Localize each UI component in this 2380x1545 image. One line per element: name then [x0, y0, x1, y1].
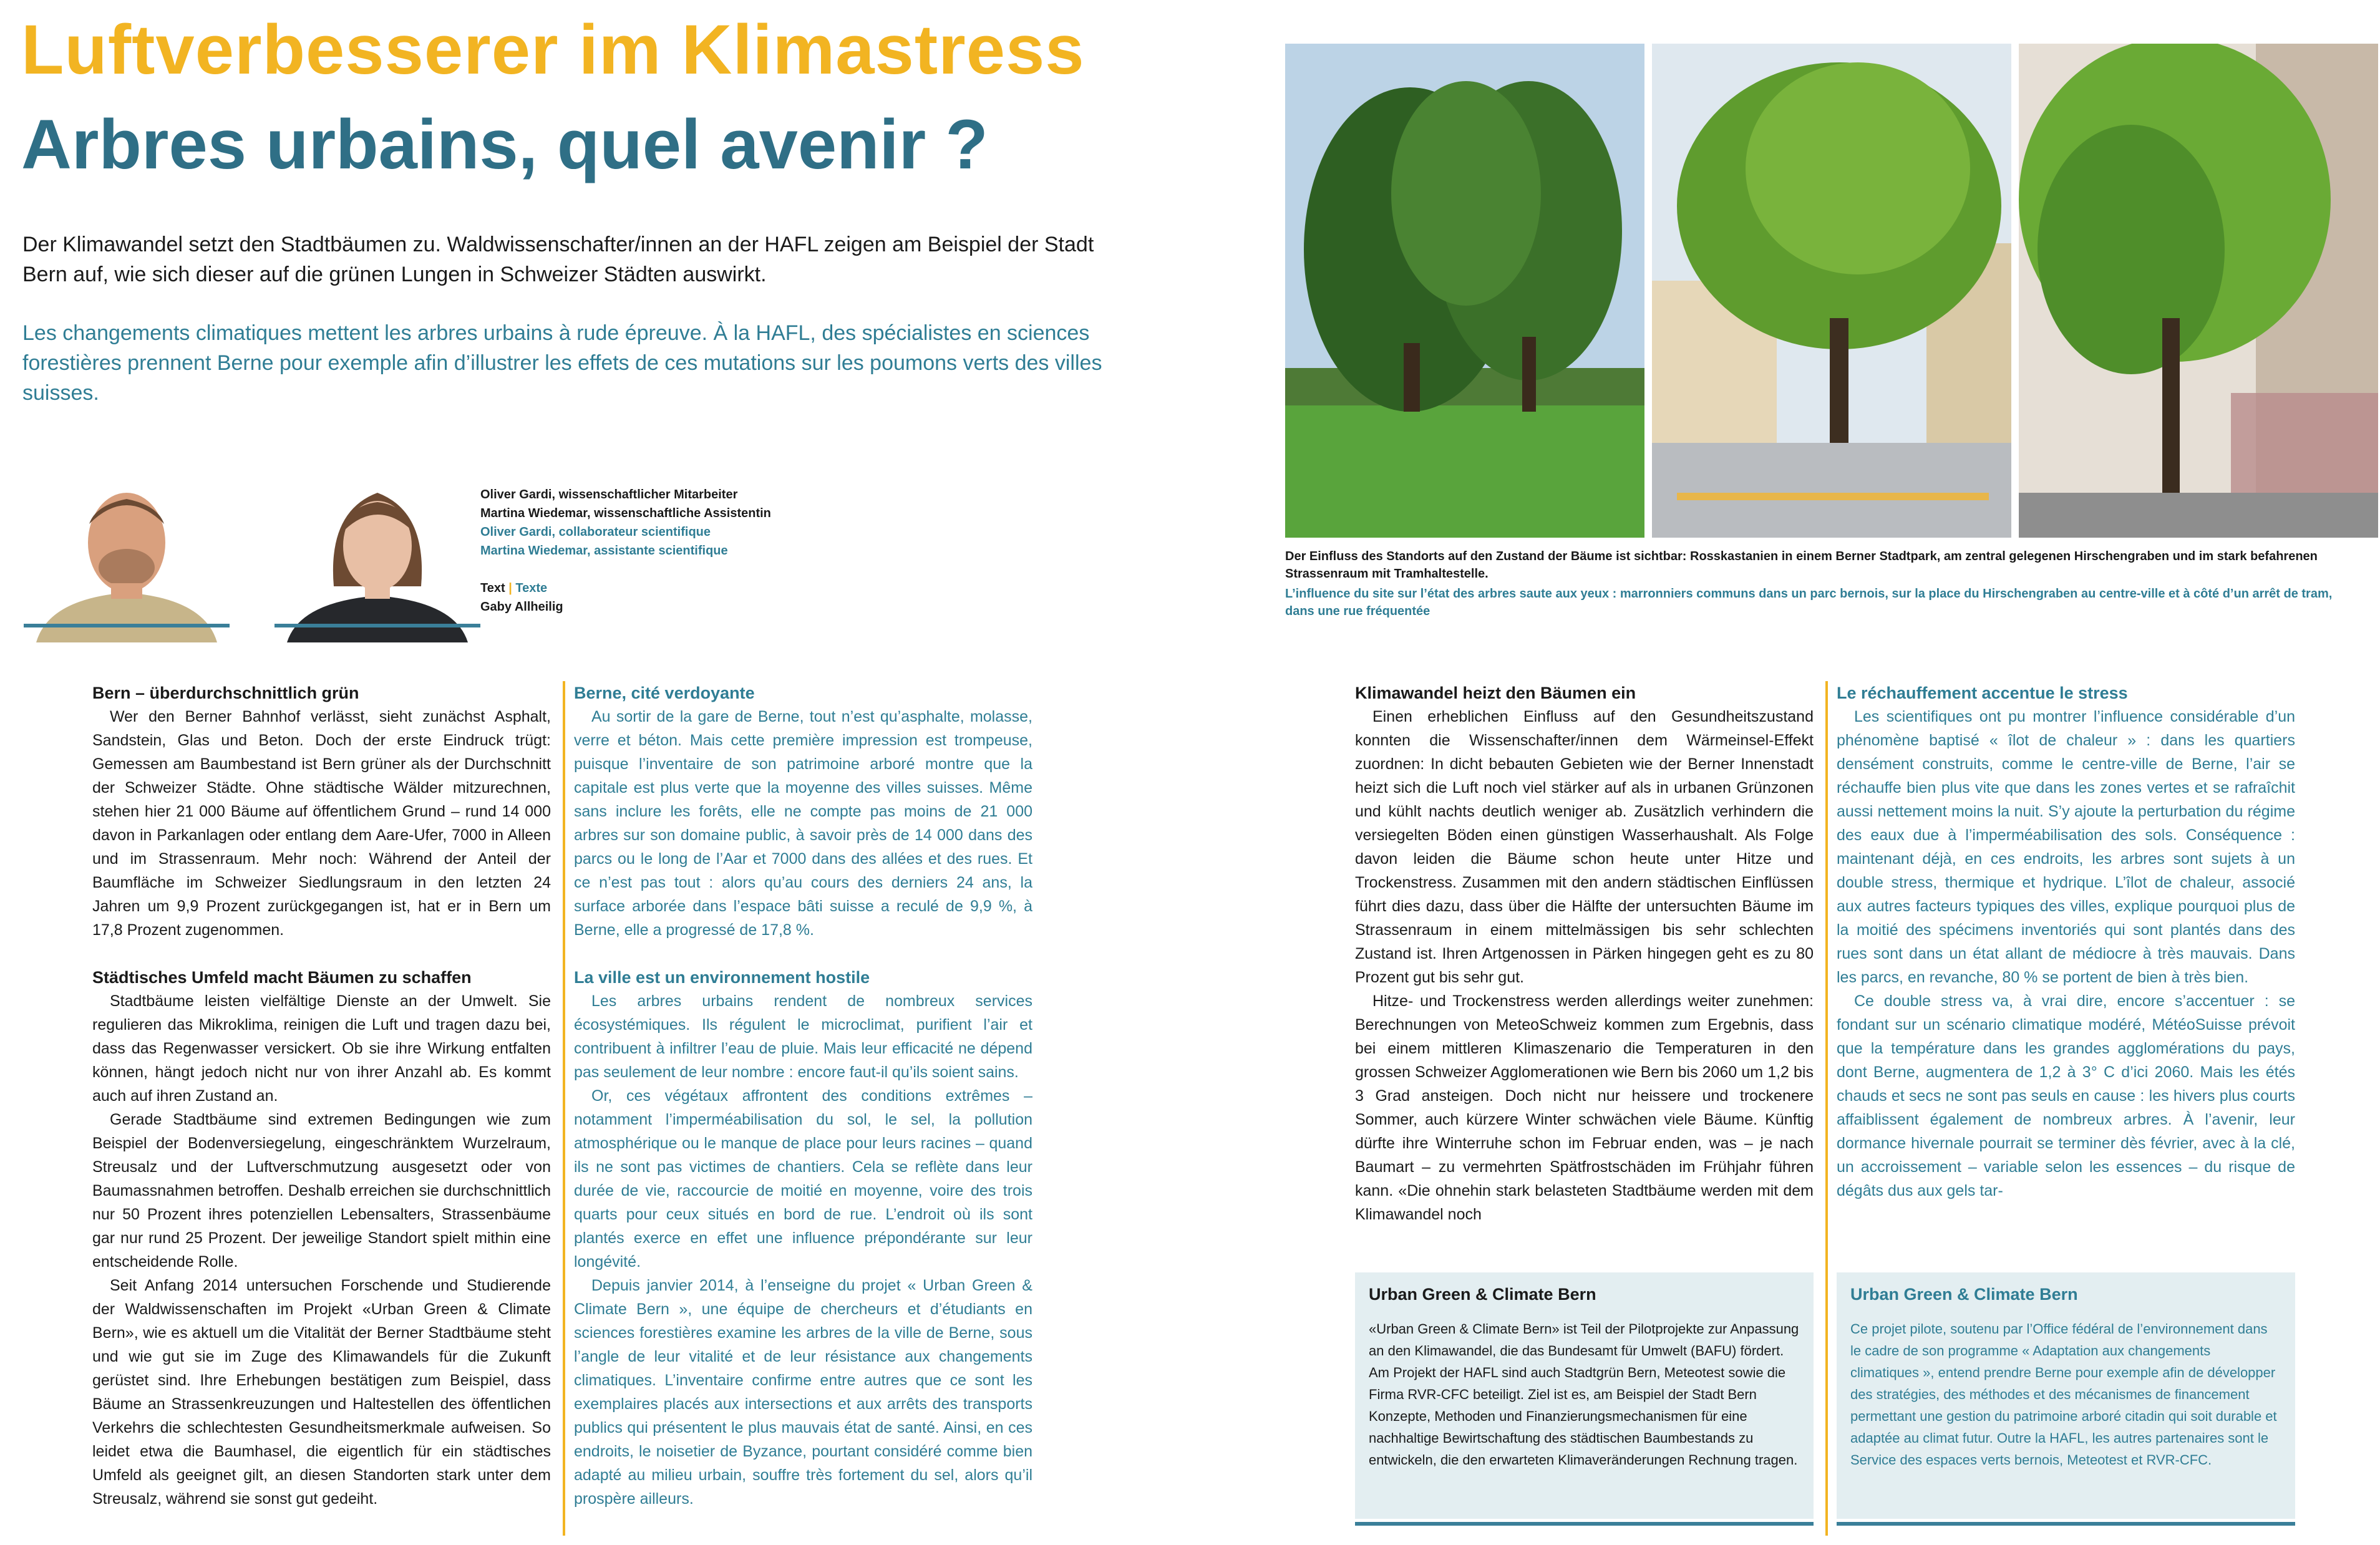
portrait-woman-image — [274, 474, 480, 642]
paragraph: Wer den Berner Bahnhof verlässt, sieht zunächst Asphalt, Sandstein, Glas und Beton. Doch der erste Eindruck trügt: Gemessen am Baumbestand ist Bern grüner als der Durchschnitt der Schweizer Städte. Ohne städtische Wälder mitzurechnen, stehen hier 21 000 Bäume auf öffentlichem Grund – rund 14 000 davon in Parkanlagen oder entlang dem Aare-Ufer, 7000 in Alleen und im Strassenraum. Mehr noch: Während der Anteil der Baumfläche im Schweizer Siedlungsraum in den letzten 24 Jahren um 9,9 Prozent zurückgegangen ist, hat er in Bern um 17,8 Prozent zugenommen. — [92, 708, 551, 939]
column-divider-1 — [563, 681, 565, 1536]
paragraph: Seit Anfang 2014 untersuchen Forschende und Studierende der Waldwissenschaften im Projekt «Urban Green & Climate Bern», wie es aktuell um die Vitalität der Berner Stadtbäume steht und wie gut sie im Zuge des Klimawandels für die Zukunft gerüstet sind. Ihre Erhebungen bestätigen zum Beispiel, dass Bäume an Strassenkreuzungen und Haltestellen des öffentlichen Verkehrs die schlechtesten Gesundheitsmerkmale aufweisen. So leidet etwa die Baumhasel, die eigentlich für ein städtisches Umfeld als geeignet gilt, an diesen Standorten stark unter dem Streusalz, während sie sonst gut gedeiht. — [92, 1277, 551, 1508]
photo-caption — [1285, 548, 2346, 620]
heading-berne-verdoyante: Berne, cité verdoyante — [574, 684, 755, 702]
paragraph: Stadtbäume leisten vielfältige Dienste an der Umwelt. Sie regulieren das Mikroklima, reinigen die Luft und tragen dazu bei, dass das Regenwasser versickert. Ob sie ihre Wirkung entfalten können, hängt jedoch nicht nur von ihrer Anzahl ab. Es kommt auch auf ihren Zustand an. — [92, 992, 551, 1105]
photo-hirschengraben — [1652, 44, 2011, 538]
caption-fr: L’influence du site sur l’état des arbres saute aux yeux : marronniers communs dans un parc bernois, sur la place du Hirschengraben au centre-ville et à côté d’un arrêt de tram, dans une rue fréquentée — [1285, 587, 2333, 618]
photo-tram-stop — [2019, 44, 2378, 538]
column-de-right — [1355, 681, 1814, 1226]
paragraph: Au sortir de la gare de Berne, tout n’est qu’asphalte, molasse, verre et béton. Mais cette première impression est trompeuse, puisque l’inventaire de son patrimoine arboré montre que la capitale est plus verte que la moyenne des villes suisses. Même sans inclure les forêts, elle ne compte pas moins de 21 000 arbres sur son domaine public, à savoir près de 14 000 dans des parcs ou le long de l’Aar et 7000 dans des allées et des rues. Et ce n’est pas tout : alors qu’au cours des derniers 24 ans, la surface arborée dans l’espace bâti suisse a reculé de 9,9 %, à Berne, elle a progressé de 17,8 %. — [574, 708, 1032, 939]
author-block — [480, 485, 771, 616]
text-credit-label: Text | Texte — [480, 581, 548, 595]
portrait-underline-2 — [274, 624, 480, 627]
paragraph: Or, ces végétaux affrontent des conditions extrêmes – notamment l’imperméabilisation du sol, le sel, la pollution atmosphérique ou le manque de place pour leurs racines – quand ils ne sont pas victimes de chantiers. Cela se reflète dans leur durée de vie, raccourcie de moitié en moyenne, voire des trois quarts pour ceux situés en bord de rue. L’endroit où ils sont plantés exerce en effet une influence prépondérante sur leur longévité. — [574, 1087, 1032, 1271]
paragraph: Depuis janvier 2014, à l’enseigne du projet « Urban Green & Climate Bern », une équipe de chercheurs et d’étudiants en sciences forestières examine les arbres de la ville de Berne, sous l’angle de leur vitalité et de leur résistance aux changements climatiques. L’inventaire confirme entre autres que ce sont les exemplaires placés aux intersections et aux arrêts des transports publics qui présentent le plus mauvais état de santé. Ainsi, en ces endroits, le noisetier de Byzance, pourtant considéré comme bien adapté au milieu urbain, souffre très fortement du sel, alors qu’il prospère ailleurs. — [574, 1277, 1032, 1508]
info-box-title-de: Urban Green & Climate Bern — [1369, 1285, 1596, 1304]
lead-de: Der Klimawandel setzt den Stadtbäumen zu. Waldwissenschafter/innen an der HAFL zeigen am Beispiel der Stadt Bern auf, wie sich dieser auf die grünen Lungen in Schweizer Städten auswirkt. — [22, 233, 1094, 286]
text-label-de: Text — [480, 581, 505, 595]
portrait-oliver — [24, 474, 230, 646]
info-box-de — [1355, 1272, 1814, 1519]
column-divider-2 — [1825, 681, 1828, 1536]
paragraph: Einen erheblichen Einfluss auf den Gesundheitszustand konnten die Wissenschafter/innen dem Wärmeinsel-Effekt zuordnen: In dicht bebauten Gebieten wie der Berner Innenstadt heizt sich die Luft noch viel stärker auf als in urbanen Grünzonen und kühlt nachts deutlich weniger ab. Zusätzlich verhindern die versiegelten Böden einen günstigen Wasserhaushalt. Als Folge davon leiden die Bäume schon heute unter Hitze und Trockenstress. Zusammen mit den andern städtischen Einflüssen führt dies dazu, dass über die Hälfte der untersuchten Bäume im Strassenraum in einem mittelmässigen bis sehr schlechten Zustand ist. Ihren Artgenossen in Pärken hingegen geht es zu 80 Prozent gut bis sehr gut. — [1355, 708, 1814, 986]
info-box-underline-fr — [1837, 1522, 2295, 1526]
portrait-man-image — [24, 474, 230, 642]
paragraph: Les arbres urbains rendent de nombreux services écosystémiques. Ils régulent le microclimat, purifient l’air et contribuent à infiltrer l’eau de pluie. Mais leur efficacité ne dépend pas seulement de leur nombre : encore faut-il qu’ils soient sains. — [574, 992, 1032, 1081]
heading-umfeld: Städtisches Umfeld macht Bäumen zu schaffen — [92, 968, 472, 987]
heading-ville-hostile: La ville est un environnement hostile — [574, 968, 870, 987]
heading-klimawandel: Klimawandel heizt den Bäumen ein — [1355, 684, 1636, 702]
portrait-martina — [274, 474, 480, 646]
column-de-left — [92, 681, 551, 1511]
author-de-1: Oliver Gardi, wissenschaftlicher Mitarbeiter — [480, 488, 738, 501]
info-box-title-fr: Urban Green & Climate Bern — [1850, 1285, 2078, 1304]
page-title-fr: Arbres urbains, quel avenir ? — [21, 105, 988, 183]
portrait-underline-1 — [24, 624, 230, 627]
heading-bern-gruen: Bern – überdurchschnittlich grün — [92, 684, 359, 702]
author-de-2: Martina Wiedemar, wissenschaftliche Assistentin — [480, 506, 771, 520]
heading-rechauffement: Le réchauffement accentue le stress — [1837, 684, 2128, 702]
paragraph: Ce double stress va, à vrai dire, encore s’accentuer : se fondant sur un scénario climatique modéré, MétéoSuisse prévoit que la température dans les grandes agglomérations du pays, dont Berne, augmentera de 1,2 à 3° C d’ici 2060. Mais les étés chauds et secs ne sont pas seuls en cause : les hivers plus courts affaiblissent également de nombreux arbres. À l’avenir, leur dormance hivernale pourrait se terminer dès février, avec à la clé, un accroissement – variable selon les essences – du risque de dégâts dus aux gels tar- — [1837, 992, 2295, 1199]
info-box-fr — [1837, 1272, 2295, 1519]
paragraph: Les scientifiques ont pu montrer l’influence considérable d’un phénomène baptisé « îlot de chaleur » : dans les quartiers densément construits, comme le centre-ville de Berne, l’air se réchauffe bien plus vite que dans les zones vertes et se rafraîchit aussi nettement moins la nuit. S’y ajoute la perturbation du régime des eaux due à l’imperméabilisation des sols. Conséquence : maintenant déjà, en ces endroits, les arbres sont sujets à un double stress, thermique et hydrique. L’îlot de chaleur, associé aux autres facteurs typiques des villes, explique pourquoi plus de la moitié des spécimens inventoriés qui sont plantés dans des rues sont dans un état allant de médiocre à très mauvais. Dans les parcs, en revanche, 80 % se portent de bien à très bien. — [1837, 708, 2295, 986]
info-box-text-de: «Urban Green & Climate Bern» ist Teil der Pilotprojekte zur Anpassung an den Klimawandel, die das Bundesamt für Umwelt (BAFU) fördert. Am Projekt der HAFL sind auch Stadtgrün Bern, Meteotest sowie die Firma RVR-CFC beteiligt. Ziel ist es, am Beispiel der Stadt Bern Konzepte, Methoden und Finanzierungsmechanismen für eine nachhaltige Bewirtschaftung des städtischen Baumbestands zu entwickeln, die den erwarteten Klimaveränderungen Rechnung tragen. — [1369, 1321, 1799, 1468]
lead-fr: Les changements climatiques mettent les arbres urbains à rude épreuve. À la HAFL, des spécialistes en sciences forestières prennent Berne pour exemple afin d’illustrer les effets de ces mutations sur les poumons verts des villes suisses. — [22, 321, 1102, 405]
page-title-de: Luftverbesserer im Klimastress — [21, 11, 1085, 89]
info-box-underline-de — [1355, 1522, 1814, 1526]
column-fr-right — [1837, 681, 2295, 1203]
paragraph: Gerade Stadtbäume sind extremen Bedingungen wie zum Beispiel der Bodenversiegelung, eingeschränktem Wurzelraum, Streusalz und der Luftverschmutzung ausgesetzt oder von Baumassnahmen betroffen. Deshalb erreichen sie durchschnittlich nur 50 Prozent ihres potenziellen Lebensalters, Strassenbäume gar nur rund 25 Prozent. Der jeweilige Standort spielt mithin eine entscheidende Rolle. — [92, 1111, 551, 1271]
author-fr-2: Martina Wiedemar, assistante scientifique — [480, 544, 728, 558]
text-label-fr: Texte — [515, 581, 548, 595]
photo-park-chestnuts — [1285, 44, 1644, 538]
text-author: Gaby Allheilig — [480, 600, 563, 614]
column-fr-left — [574, 681, 1032, 1511]
paragraph: Hitze- und Trockenstress werden allerdings weiter zunehmen: Berechnungen von MeteoSchweiz kommen zum Ergebnis, dass bei einem mittleren Klimaszenario die Temperaturen in den grossen Schweizer Agglomerationen wie Bern bis 2060 um 1,2 bis 3 Grad ansteigen. Doch nicht nur heissere und trockenere Sommer, auch kürzere Winter schwächen viele Bäume. Künftig dürfte ihre Winterruhe schon im Februar enden, was – je nach Baumart – zu vermehrten Spätfrostschäden im Frühjahr führen kann. «Die ohnehin stark belasteten Stadtbäume werden mit dem Klimawandel noch — [1355, 992, 1814, 1223]
caption-de: Der Einfluss des Standorts auf den Zustand der Bäume ist sichtbar: Rosskastanien in einem Berner Stadtpark, am zentral gelegenen Hirschengraben und im stark befahrenen Strassenraum mit Tramhaltestelle. — [1285, 550, 2318, 581]
author-fr-1: Oliver Gardi, collaborateur scientifique — [480, 525, 711, 539]
info-box-text-fr: Ce projet pilote, soutenu par l’Office fédéral de l’environnement dans le cadre de son programme « Adaptation aux changements climatiques », entend prendre Berne pour exemple afin de développer des stratégies, des méthodes et des mécanismes de financement permettant une gestion du patrimoine arboré citadin qui soit durable et adaptée au climat futur. Outre la HAFL, les autres partenaires sont le Service des espaces verts bernois, Meteotest et RVR-CFC. — [1850, 1321, 2277, 1468]
